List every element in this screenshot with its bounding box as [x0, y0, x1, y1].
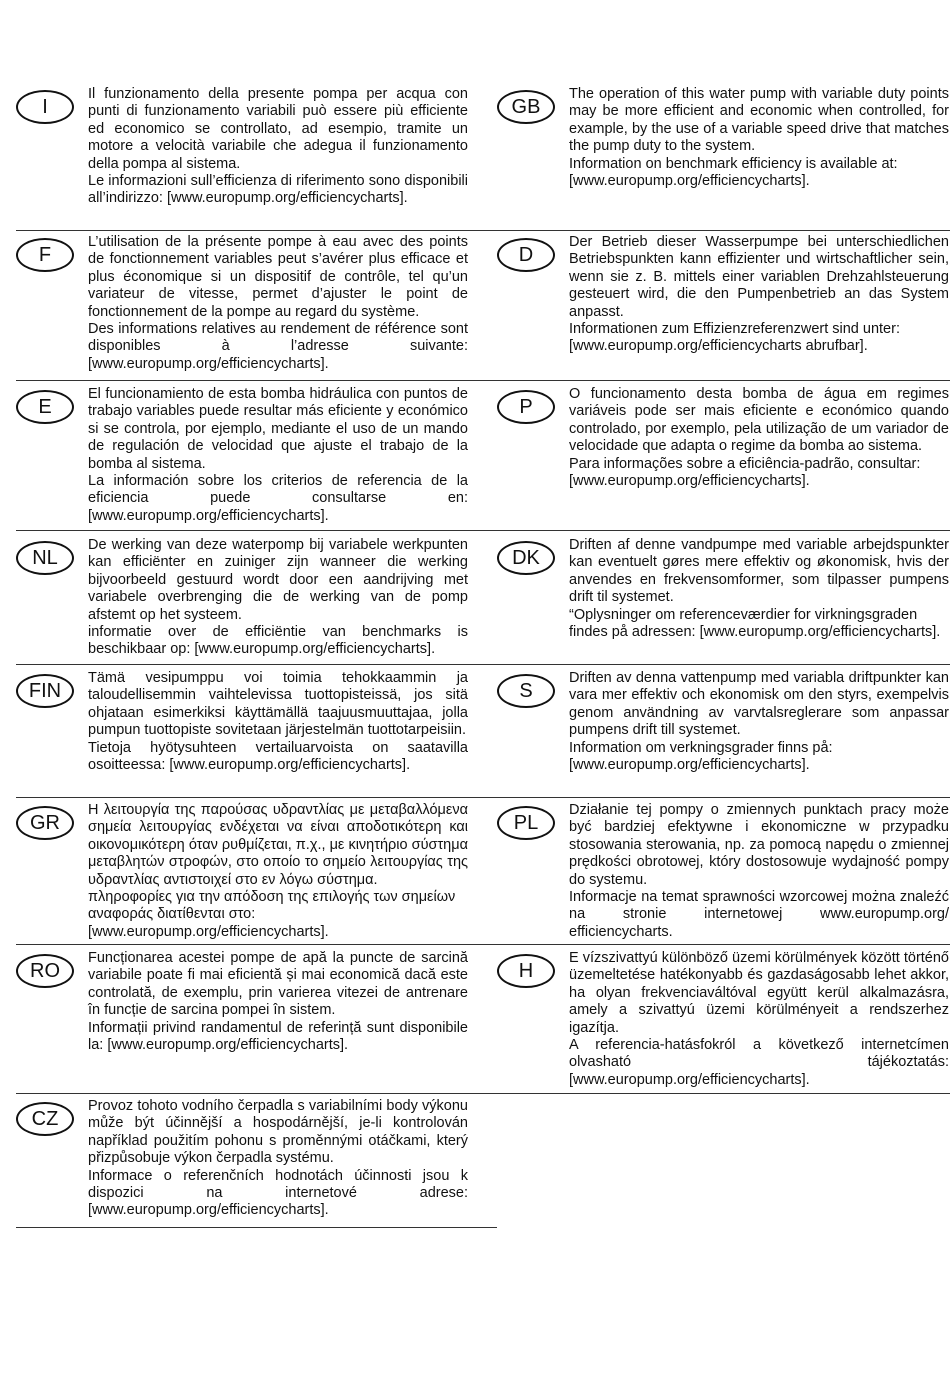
section-text [569, 950, 949, 1089]
section-text [88, 802, 468, 941]
section-text [88, 386, 468, 525]
row-divider [16, 380, 950, 381]
language-badge: GR [16, 806, 74, 840]
paragraph: De werking van deze waterpomp bij variabele werkpunten kan efficiënter en zuiniger zijn wanneer die werking bijvoorbeeld gestuurd wordt door een aandrijving met variabele overbrenging die de werking van de pomp afstemt op het systeem. [88, 537, 468, 623]
language-badge: I [16, 90, 74, 124]
language-badge: S [497, 674, 555, 708]
row-divider [16, 944, 950, 945]
language-badge: NL [16, 541, 74, 575]
section-text [88, 1098, 468, 1220]
section-text [569, 670, 949, 774]
language-badge: F [16, 238, 74, 272]
section-text [569, 386, 949, 490]
row-divider [16, 797, 950, 798]
language-badge: FIN [16, 674, 74, 708]
paragraph: La información sobre los criterios de referencia de la eficiencia puede consultarse en: [www.europump.org/efficiencycharts]. [88, 473, 468, 524]
row-divider [16, 1093, 950, 1094]
section-text [569, 537, 949, 641]
paragraph: Informationen zum Effizienzreferenzwert sind unter: [www.europump.org/efficiencycharts abrufbar]. [569, 321, 900, 355]
paragraph: El funcionamiento de esta bomba hidráulica con puntos de trabajo variables puede resultar más eficiente y económico si se controla, por ejemplo, mediante el uso de un mando de regulación de velocidad que ajuste el trabajo de la bomba al sistema. [88, 386, 468, 472]
paragraph: Le informazioni sull’efficienza di riferimento sono disponibili all’indirizzo: [www.europump.org/efficiencycharts]. [88, 173, 468, 207]
language-badge: D [497, 238, 555, 272]
paragraph: Information on benchmark efficiency is available at: [www.europump.org/efficiencycharts]. [569, 155, 898, 190]
section-text [569, 802, 949, 941]
language-badge: E [16, 390, 74, 424]
paragraph: “Oplysninger om referenceværdier for virkningsgraden findes på adressen: [www.europump.org/efficiencycharts]. [569, 606, 941, 641]
language-badge: H [497, 954, 555, 988]
section-text [88, 670, 468, 774]
section-text [569, 234, 949, 356]
section-text [569, 86, 949, 190]
paragraph: Informații privind randamentul de referință sunt disponibile la: [www.europump.org/efficiencycharts]. [88, 1019, 468, 1054]
paragraph: Driften af denne vandpumpe med variable arbejdspunkter kan eventuelt gøres mere effektiv og økonomisk, hvis der anvendes en frekvensomformer, som tilpasser pumpens drift til systemet. [569, 537, 949, 606]
paragraph: Η λειτουργία της παρούσας υδραντλίας με μεταβαλλόμενα σημεία λειτουργίας ενδέχεται να είναι αποδοτικότερη και οικονομικότερη όταν ρυθμίζεται, π.χ., με κινητήριο σύστημα μεταβλητών στροφών, στο οποίο το σημείο λειτουργίας της υδραντλίας αντιστοιχεί στο εν λόγω σύστημα. [88, 802, 468, 888]
section-text [88, 234, 468, 373]
section-text [88, 950, 468, 1054]
paragraph: A referencia-hatásfokról a következő internetcímen olvasható tájékoztatás: [www.europump.org/efficiencycharts]. [569, 1037, 949, 1088]
paragraph: Para informações sobre a eficiência-padrão, consultar: [www.europump.org/efficiencycharts]. [569, 455, 921, 490]
section-text [88, 86, 468, 208]
language-badge: GB [497, 90, 555, 124]
paragraph: Information om verkningsgrader finns på: [www.europump.org/efficiencycharts]. [569, 739, 833, 774]
paragraph: The operation of this water pump with variable duty points may be more efficient and economic when controlled, for example, by the use of a variable speed drive that matches the pump duty to the system. [569, 86, 949, 155]
row-divider [16, 1227, 497, 1228]
language-badge: DK [497, 541, 555, 575]
language-badge: PL [497, 806, 555, 840]
paragraph: Der Betrieb dieser Wasserpumpe bei unterschiedlichen Betriebspunkten kann effizienter und wirtschaftlicher sein, wenn sie z. B. mittels einer variablen Drehzahlsteuerung gesteuert wird, die den Pumpenbetrieb an das System anpasst. [569, 234, 949, 320]
section-text [88, 537, 468, 659]
paragraph: Informace o referenčních hodnotách účinnosti jsou k dispozici na internetové adrese: [www.europump.org/efficiencycharts]. [88, 1167, 468, 1219]
paragraph: Driften av denna vattenpump med variabla driftpunkter kan vara mer effektiv och ekonomisk om den styrs, exempelvis genom användning av varvtalsreglerare som anpassar pumpens drift till systemet. [569, 670, 949, 739]
paragraph: Tietoja hyötysuhteen vertailuarvoista on saatavilla osoitteessa: [www.europump.org/efficiencycharts]. [88, 739, 468, 774]
paragraph: informatie over de efficiëntie van benchmarks is beschikbaar op: [www.europump.org/efficiencycharts]. [88, 624, 468, 658]
row-divider [16, 664, 950, 665]
language-badge: RO [16, 954, 74, 988]
paragraph: E vízszivattyú különböző üzemi körülmények között történő üzemeltetése hatékonyabb és gazdaságosabb lehet akkor, ha olyan frekvenciaváltóval együtt kerül alkalmazásra, amely a szivattyú üzemi körülményeit a rendszerhez igazítja. [569, 950, 949, 1036]
paragraph: Funcționarea acestei pompe de apă la puncte de sarcină variabile poate fi mai eficientă și mai economică dacă este controlată, de exemplu, prin varierea vitezei de antrenare în funcție de sarcina pompei în sistem. [88, 950, 468, 1019]
language-badge: P [497, 390, 555, 424]
paragraph: Des informations relatives au rendement de référence sont disponibles à l’adresse suivante: [www.europump.org/efficiencycharts]. [88, 321, 468, 372]
language-badge: CZ [16, 1102, 74, 1136]
paragraph: O funcionamento desta bomba de água em regimes variáveis pode ser mais eficiente e económico quando controlado, por exemplo, pela utilização de um variador de velocidade que adapta o regime da bomba ao sistema. [569, 386, 949, 455]
paragraph: Provoz tohoto vodního čerpadla s variabilními body výkonu může být účinnější a hospodárnější, je-li kontrolován například použitím pohonu s proměnnými otáčkami, který přizpůsobuje výkon čerpadla systému. [88, 1098, 468, 1167]
row-divider [16, 530, 950, 531]
row-divider [16, 230, 950, 231]
paragraph: Il funzionamento della presente pompa per acqua con punti di funzionamento variabili può essere più efficiente ed economico se controllato, ad esempio, tramite un motore a velocità variabile che adegua il funzionamento della pompa al sistema. [88, 86, 468, 172]
paragraph: Informacje na temat sprawności wzorcowej można znaleźć na stronie internetowej www.europump.org/ efficiencycharts. [569, 889, 949, 940]
paragraph: Działanie tej pompy o zmiennych punktach pracy może być bardziej efektywne i ekonomiczne w przypadku stosowania sterowania, np. za pomocą napędu o zmiennej prędkości obrotowej, który dostosowuje wydajność pompy do systemu. [569, 802, 949, 888]
paragraph: L’utilisation de la présente pompe à eau avec des points de fonctionnement variables peut s’avérer plus efficace et plus économique si un dispositif de contrôle, tel qu’un variateur de vitesse, permet d’ajuster le point de fonctionnement de la pompe au regard du système. [88, 234, 468, 320]
paragraph: πληροφορίες για την απόδοση της επιλογής των σημείων αναφοράς διατίθενται στο: [www.europump.org/efficiencycharts]. [88, 889, 456, 940]
paragraph: Tämä vesipumppu voi toimia tehokkaammin ja taloudellisemmin vaihtelevissa tuottopisteissä, jos sitä ohjataan esimerkiksi käyttämällä taajuusmuuttajaa, jolla pumpun tuottopiste sovitetaan järjestelmän tuottotarpeisiin. [88, 670, 468, 739]
